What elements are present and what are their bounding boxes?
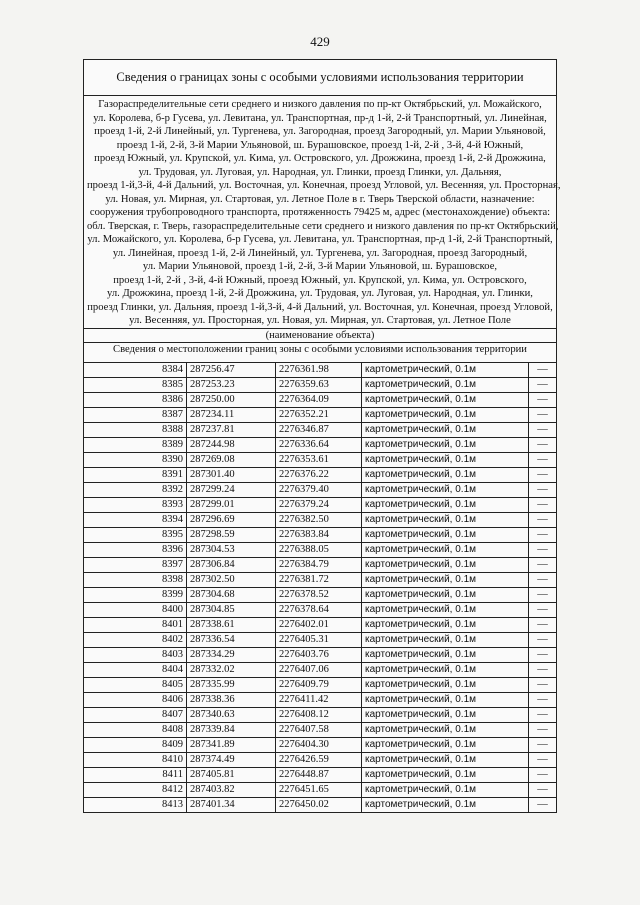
table-row — [84, 662, 556, 677]
object-description — [84, 96, 561, 329]
error-cell: — — [529, 497, 557, 512]
object-name-caption: (наименование объекта) — [84, 329, 556, 343]
y-coordinate-cell: 2276336.64 — [276, 437, 362, 452]
x-coordinate-cell: 287304.53 — [187, 542, 276, 557]
table-row — [84, 512, 556, 527]
y-coordinate-cell: 2276409.79 — [276, 677, 362, 692]
point-number-cell: 8385 — [84, 377, 187, 392]
point-number-cell: 8405 — [84, 677, 187, 692]
document-title: Сведения о границах зоны с особыми условиями использования территории — [84, 60, 556, 96]
method-cell: картометрический, 0.1м — [362, 407, 529, 422]
error-cell: — — [529, 752, 557, 767]
table-row — [84, 587, 556, 602]
table-row — [84, 782, 556, 797]
point-number-cell: 8408 — [84, 722, 187, 737]
y-coordinate-cell: 2276388.05 — [276, 542, 362, 557]
description-line: проезд 1-й,3-й, 4-й Дальний, ул. Восточная, ул. Конечная, проезд Угловой, ул. Весенняя, ул. Просторная, — [87, 180, 561, 191]
y-coordinate-cell: 2276402.01 — [276, 617, 362, 632]
x-coordinate-cell: 287253.23 — [187, 377, 276, 392]
y-coordinate-cell: 2276378.52 — [276, 587, 362, 602]
error-cell: — — [529, 572, 557, 587]
coordinates-table — [84, 362, 556, 812]
point-number-cell: 8401 — [84, 617, 187, 632]
x-coordinate-cell: 287296.69 — [187, 512, 276, 527]
point-number-cell: 8396 — [84, 542, 187, 557]
method-cell: картометрический, 0.1м — [362, 557, 529, 572]
method-cell: картометрический, 0.1м — [362, 632, 529, 647]
description-line: проезд Южный, ул. Крупской, ул. Кима, ул. Островского, ул. Дрожжина, проезд 1-й, 2-й Дрожжина, — [94, 153, 546, 164]
error-cell: — — [529, 362, 557, 377]
y-coordinate-cell: 2276353.61 — [276, 452, 362, 467]
description-line: проезд Глинки, ул. Дальняя, проезд 1-й,3-й, 4-й Дальний, ул. Восточная, ул. Конечная, проезд Угловой, — [87, 301, 553, 313]
point-number-cell: 8386 — [84, 392, 187, 407]
error-cell: — — [529, 662, 557, 677]
y-coordinate-cell: 2276364.09 — [276, 392, 362, 407]
method-cell: картометрический, 0.1м — [362, 647, 529, 662]
y-coordinate-cell: 2276383.84 — [276, 527, 362, 542]
x-coordinate-cell: 287338.61 — [187, 617, 276, 632]
point-number-cell: 8413 — [84, 797, 187, 812]
point-number-cell: 8399 — [84, 587, 187, 602]
error-cell: — — [529, 437, 557, 452]
error-cell: — — [529, 797, 557, 812]
method-cell: картометрический, 0.1м — [362, 617, 529, 632]
point-number-cell: 8389 — [84, 437, 187, 452]
method-cell: картометрический, 0.1м — [362, 752, 529, 767]
method-cell: картометрический, 0.1м — [362, 737, 529, 752]
error-cell: — — [529, 587, 557, 602]
method-cell: картометрический, 0.1м — [362, 482, 529, 497]
y-coordinate-cell: 2276408.12 — [276, 707, 362, 722]
description-line: проезд 1-й, 2-й , 3-й, 4-й Южный, проезд Южный, ул. Крупской, ул. Кима, ул. Островского, — [113, 274, 527, 286]
table-row — [84, 482, 556, 497]
point-number-cell: 8392 — [84, 482, 187, 497]
document-frame — [83, 59, 561, 813]
point-number-cell: 8387 — [84, 407, 187, 422]
description-line: ул. Новая, ул. Мирная, ул. Стартовая, ул. Летное Поле в г. Тверь Тверской области, назначение: — [105, 193, 535, 205]
error-cell: — — [529, 782, 557, 797]
y-coordinate-cell: 2276448.87 — [276, 767, 362, 782]
point-number-cell: 8394 — [84, 512, 187, 527]
method-cell: картометрический, 0.1м — [362, 587, 529, 602]
point-number-cell: 8398 — [84, 572, 187, 587]
point-number-cell: 8403 — [84, 647, 187, 662]
error-cell: — — [529, 722, 557, 737]
x-coordinate-cell: 287332.02 — [187, 662, 276, 677]
point-number-cell: 8388 — [84, 422, 187, 437]
error-cell: — — [529, 557, 557, 572]
point-number-cell: 8400 — [84, 602, 187, 617]
table-row — [84, 557, 556, 572]
description-line: ул. Марии Ульяновой, проезд 1-й, 2-й, 3-й Марии Ульяновой, ш. Бурашовское, — [142, 261, 498, 272]
method-cell: картометрический, 0.1м — [362, 377, 529, 392]
error-cell: — — [529, 737, 557, 752]
x-coordinate-cell: 287340.63 — [187, 707, 276, 722]
error-cell: — — [529, 422, 557, 437]
x-coordinate-cell: 287299.01 — [187, 497, 276, 512]
x-coordinate-cell: 287334.29 — [187, 647, 276, 662]
method-cell: картометрический, 0.1м — [362, 692, 529, 707]
error-cell: — — [529, 617, 557, 632]
table-row — [84, 632, 556, 647]
point-number-cell: 8411 — [84, 767, 187, 782]
y-coordinate-cell: 2276382.50 — [276, 512, 362, 527]
method-cell: картометрический, 0.1м — [362, 362, 529, 377]
description-line: ул. Дрожжина, проезд 1-й, 2-й Дрожжина, ул. Трудовая, ул. Луговая, ул. Народная, ул. Глинки, — [107, 288, 533, 299]
method-cell: картометрический, 0.1м — [362, 527, 529, 542]
table-row — [84, 647, 556, 662]
method-cell: картометрический, 0.1м — [362, 512, 529, 527]
error-cell: — — [529, 692, 557, 707]
y-coordinate-cell: 2276378.64 — [276, 602, 362, 617]
method-cell: картометрический, 0.1м — [362, 542, 529, 557]
description-line: Газораспределительные сети среднего и низкого давления по пр-кт Октябрьский, ул. Можайского, — [98, 99, 542, 110]
table-row — [84, 467, 556, 482]
y-coordinate-cell: 2276404.30 — [276, 737, 362, 752]
x-coordinate-cell: 287338.36 — [187, 692, 276, 707]
point-number-cell: 8397 — [84, 557, 187, 572]
error-cell: — — [529, 392, 557, 407]
y-coordinate-cell: 2276352.21 — [276, 407, 362, 422]
description-line: проезд 1-й, 2-й, 3-й Марии Ульяновой, ш. Бурашовское, проезд 1-й, 2-й , 3-й, 4-й Южный, — [116, 139, 524, 151]
description-line: ул. Весенняя, ул. Просторная, ул. Новая, ул. Мирная, ул. Стартовая, ул. Летное Поле — [129, 315, 511, 326]
method-cell: картометрический, 0.1м — [362, 497, 529, 512]
error-cell: — — [529, 707, 557, 722]
y-coordinate-cell: 2276376.22 — [276, 467, 362, 482]
table-row — [84, 527, 556, 542]
error-cell: — — [529, 767, 557, 782]
point-number-cell: 8406 — [84, 692, 187, 707]
error-cell: — — [529, 602, 557, 617]
method-cell: картометрический, 0.1м — [362, 767, 529, 782]
method-cell: картометрический, 0.1м — [362, 677, 529, 692]
y-coordinate-cell: 2276346.87 — [276, 422, 362, 437]
description-line: ул. Можайского, ул. Королева, б-р Гусева, ул. Левитана, ул. Транспортная, пр-д 1-й, 2-й Транспортный, — [87, 234, 553, 245]
error-cell: — — [529, 377, 557, 392]
table-row — [84, 752, 556, 767]
method-cell: картометрический, 0.1м — [362, 437, 529, 452]
method-cell: картометрический, 0.1м — [362, 782, 529, 797]
y-coordinate-cell: 2276451.65 — [276, 782, 362, 797]
description-line: сооружения трубопроводного транспорта, протяженность 79425 м, адрес (местонахождение) объекта: — [89, 207, 551, 218]
error-cell: — — [529, 452, 557, 467]
method-cell: картометрический, 0.1м — [362, 707, 529, 722]
point-number-cell: 8404 — [84, 662, 187, 677]
table-row — [84, 722, 556, 737]
y-coordinate-cell: 2276407.06 — [276, 662, 362, 677]
error-cell: — — [529, 482, 557, 497]
method-cell: картометрический, 0.1м — [362, 467, 529, 482]
description-line: проезд 1-й, 2-й Линейный, ул. Тургенева, ул. Загородная, проезд Загородный, ул. Марии Ульяновой, — [94, 126, 546, 137]
table-row — [84, 392, 556, 407]
x-coordinate-cell: 287244.98 — [187, 437, 276, 452]
x-coordinate-cell: 287374.49 — [187, 752, 276, 767]
y-coordinate-cell: 2276403.76 — [276, 647, 362, 662]
description-line: обл. Тверская, г. Тверь, газораспределительные сети среднего и низкого давления по пр-кт Октябрьский, — [87, 220, 559, 232]
table-row — [84, 737, 556, 752]
x-coordinate-cell: 287304.85 — [187, 602, 276, 617]
x-coordinate-cell: 287234.11 — [187, 407, 276, 422]
error-cell: — — [529, 512, 557, 527]
y-coordinate-cell: 2276411.42 — [276, 692, 362, 707]
table-row — [84, 602, 556, 617]
error-cell: — — [529, 632, 557, 647]
table-row — [84, 437, 556, 452]
x-coordinate-cell: 287403.82 — [187, 782, 276, 797]
x-coordinate-cell: 287298.59 — [187, 527, 276, 542]
y-coordinate-cell: 2276379.24 — [276, 497, 362, 512]
point-number-cell: 8409 — [84, 737, 187, 752]
x-coordinate-cell: 287250.00 — [187, 392, 276, 407]
error-cell: — — [529, 527, 557, 542]
x-coordinate-cell: 287405.81 — [187, 767, 276, 782]
y-coordinate-cell: 2276384.79 — [276, 557, 362, 572]
y-coordinate-cell: 2276405.31 — [276, 632, 362, 647]
point-number-cell: 8393 — [84, 497, 187, 512]
method-cell: картометрический, 0.1м — [362, 572, 529, 587]
x-coordinate-cell: 287341.89 — [187, 737, 276, 752]
error-cell: — — [529, 407, 557, 422]
x-coordinate-cell: 287237.81 — [187, 422, 276, 437]
x-coordinate-cell: 287302.50 — [187, 572, 276, 587]
point-number-cell: 8402 — [84, 632, 187, 647]
point-number-cell: 8412 — [84, 782, 187, 797]
point-number-cell: 8390 — [84, 452, 187, 467]
method-cell: картометрический, 0.1м — [362, 392, 529, 407]
point-number-cell: 8395 — [84, 527, 187, 542]
table-row — [84, 797, 556, 812]
x-coordinate-cell: 287269.08 — [187, 452, 276, 467]
x-coordinate-cell: 287299.24 — [187, 482, 276, 497]
table-row — [84, 407, 556, 422]
y-coordinate-cell: 2276359.63 — [276, 377, 362, 392]
y-coordinate-cell: 2276426.59 — [276, 752, 362, 767]
table-row — [84, 692, 556, 707]
point-number-cell: 8410 — [84, 752, 187, 767]
method-cell: картометрический, 0.1м — [362, 422, 529, 437]
table-row — [84, 542, 556, 557]
x-coordinate-cell: 287304.68 — [187, 587, 276, 602]
method-cell: картометрический, 0.1м — [362, 602, 529, 617]
x-coordinate-cell: 287401.34 — [187, 797, 276, 812]
error-cell: — — [529, 542, 557, 557]
error-cell: — — [529, 647, 557, 662]
description-line: ул. Линейная, проезд 1-й, 2-й Линейный, ул. Тургенева, ул. Загородная, проезд Загородный, — [112, 247, 528, 259]
x-coordinate-cell: 287335.99 — [187, 677, 276, 692]
description-line: ул. Королева, б-р Гусева, ул. Левитана, ул. Транспортная, пр-д 1-й, 2-й Транспортный, ул. Линейная, — [93, 112, 547, 124]
table-row — [84, 452, 556, 467]
method-cell: картометрический, 0.1м — [362, 452, 529, 467]
table-row — [84, 707, 556, 722]
table-row — [84, 617, 556, 632]
y-coordinate-cell: 2276361.98 — [276, 362, 362, 377]
x-coordinate-cell: 287306.84 — [187, 557, 276, 572]
point-number-cell: 8384 — [84, 362, 187, 377]
description-line: ул. Трудовая, ул. Луговая, ул. Народная, ул. Глинки, проезд Глинки, ул. Дальняя, — [138, 166, 502, 178]
method-cell: картометрический, 0.1м — [362, 662, 529, 677]
page-number: 429 — [310, 34, 330, 49]
table-row — [84, 767, 556, 782]
x-coordinate-cell: 287339.84 — [187, 722, 276, 737]
y-coordinate-cell: 2276450.02 — [276, 797, 362, 812]
section-title: Сведения о местоположении границ зоны с особыми условиями использования территории — [113, 343, 527, 355]
point-number-cell: 8407 — [84, 707, 187, 722]
table-row — [84, 572, 556, 587]
point-number-cell: 8391 — [84, 467, 187, 482]
table-row — [84, 377, 556, 392]
table-row — [84, 677, 556, 692]
y-coordinate-cell: 2276407.58 — [276, 722, 362, 737]
table-row — [84, 497, 556, 512]
table-row — [84, 422, 556, 437]
y-coordinate-cell: 2276379.40 — [276, 482, 362, 497]
x-coordinate-cell: 287301.40 — [187, 467, 276, 482]
table-row — [84, 362, 556, 377]
error-cell: — — [529, 677, 557, 692]
method-cell: картометрический, 0.1м — [362, 722, 529, 737]
x-coordinate-cell: 287256.47 — [187, 362, 276, 377]
x-coordinate-cell: 287336.54 — [187, 632, 276, 647]
y-coordinate-cell: 2276381.72 — [276, 572, 362, 587]
method-cell: картометрический, 0.1м — [362, 797, 529, 812]
error-cell: — — [529, 467, 557, 482]
